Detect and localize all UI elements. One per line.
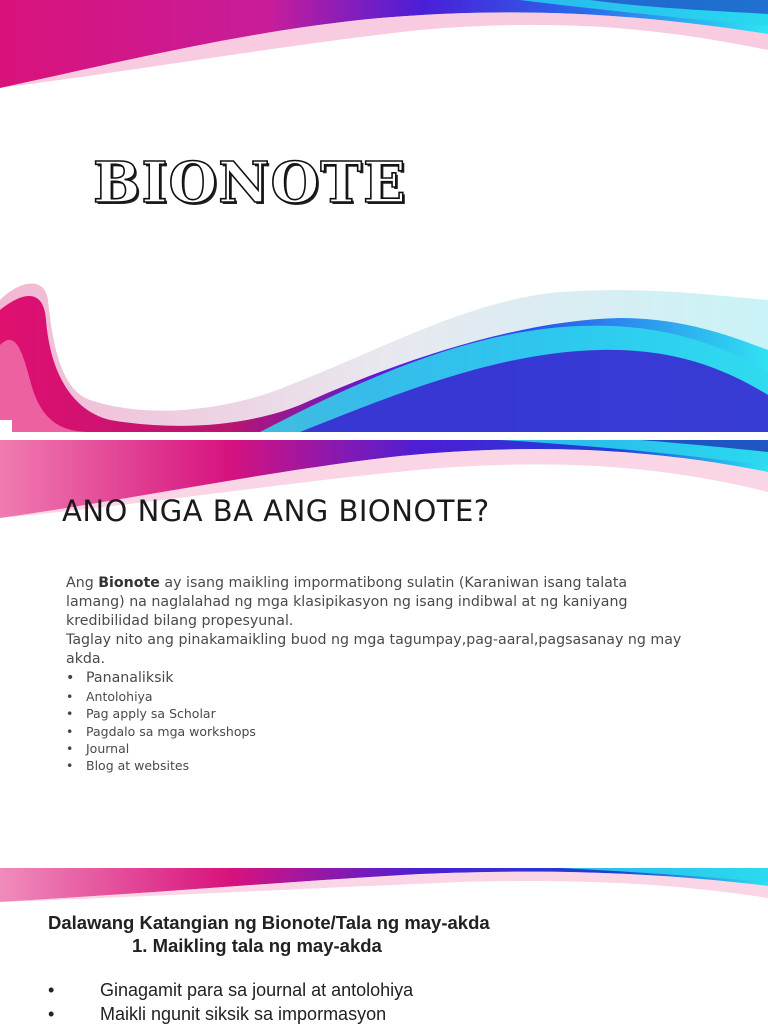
list-item: • Maikli ngunit siksik sa impormasyon xyxy=(48,1002,413,1024)
second-paragraph: Taglay nito ang pinakamaikling buod ng mga tagumpay,pag-aaral,pagsasanay ng may akda. xyxy=(66,632,682,667)
slide-body xyxy=(66,574,686,774)
list-item: • Ginagamit para sa journal at antolohiya xyxy=(48,978,413,1002)
slide-1-wave-decoration xyxy=(0,0,768,432)
list-item-text: Pananaliksik xyxy=(86,670,174,686)
intro-bold-term: Bionote xyxy=(98,575,160,591)
slide-3 xyxy=(0,866,768,1024)
list-item xyxy=(66,669,686,688)
uses-list xyxy=(66,669,686,774)
slide-title: BIONOTE xyxy=(93,150,407,216)
slide-heading: ANO NGA BA ANG BIONOTE? xyxy=(62,494,490,528)
slide-3-wave-decoration xyxy=(0,866,768,916)
intro-prefix: Ang xyxy=(66,575,99,591)
list-item: • Journal xyxy=(66,740,686,757)
list-item: • Pag apply sa Scholar xyxy=(66,705,686,722)
list-item: • Antolohiya xyxy=(66,688,686,705)
list-item: • Blog at websites xyxy=(66,757,686,774)
slide-2 xyxy=(0,432,768,866)
slide-heading: Dalawang Katangian ng Bionote/Tala ng may-akda xyxy=(48,912,490,933)
list-item: • Pagdalo sa mga workshops xyxy=(66,723,686,740)
intro-paragraph xyxy=(66,574,686,631)
intro-rest: ay isang maikling impormatibong sulatin (Karaniwan isang talata lamang) na naglalahad ng mga klasipikasyon ng isang indibwal at ng kaniyang kredibilidad bilang propesyunal. xyxy=(66,575,628,629)
characteristics-list xyxy=(48,978,413,1024)
slide-1 xyxy=(0,0,768,432)
numbered-item: 1. Maikling tala ng may-akda xyxy=(132,935,382,956)
